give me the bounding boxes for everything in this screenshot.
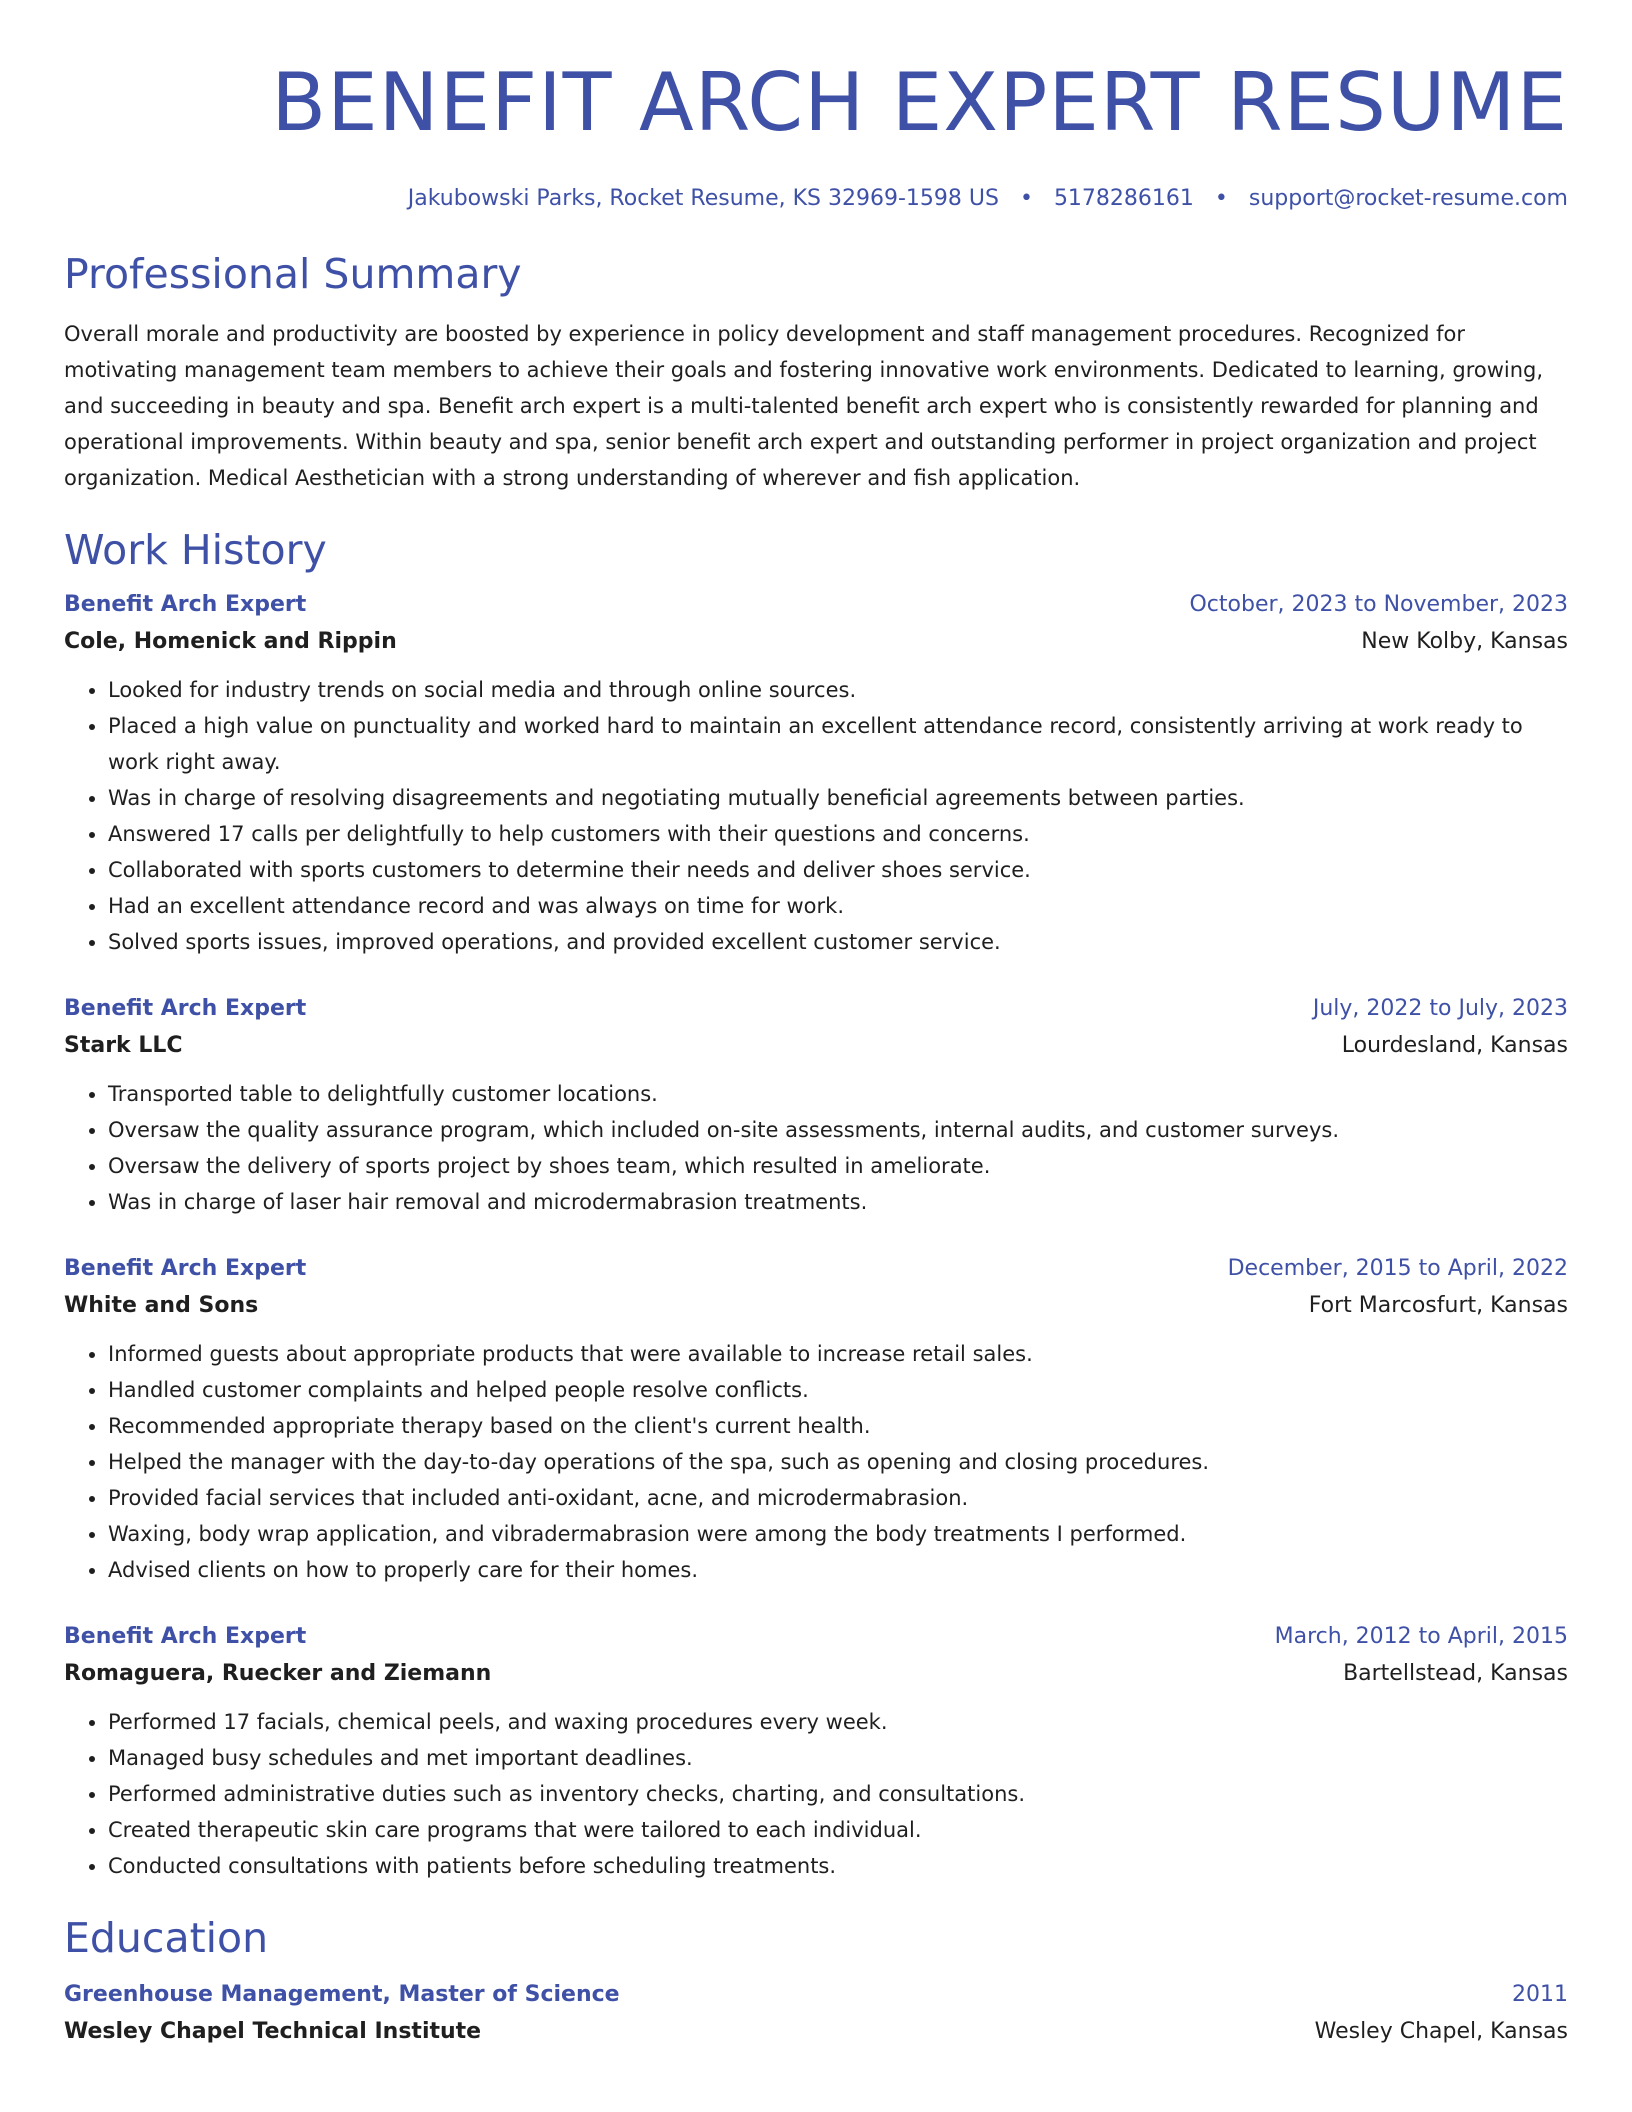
job-bullet: • Performed 17 facials, chemical peels, and waxing procedures every week. xyxy=(108,1704,1568,1740)
summary-heading: Professional Summary xyxy=(64,250,522,298)
job-bullet: • Transported table to delightfully customer locations. xyxy=(108,1076,1568,1112)
job-company: Stark LLC xyxy=(64,1033,183,1058)
job-entry xyxy=(64,588,1568,960)
job-bullet: • Solved sports issues, improved operations, and provided excellent customer service. xyxy=(108,924,1568,960)
job-bullet: • Conducted consultations with patients before scheduling treatments. xyxy=(108,1848,1568,1884)
contact-address: Jakubowski Parks, Rocket Resume, KS 32969-1598 US xyxy=(407,186,999,211)
job-bullets xyxy=(64,1704,1568,1884)
resume-page xyxy=(64,48,1568,2052)
job-bullet: • Collaborated with sports customers to determine their needs and deliver shoes service. xyxy=(108,852,1568,888)
job-title: Benefit Arch Expert xyxy=(64,996,307,1021)
job-bullets xyxy=(64,1336,1568,1588)
contact-email: support@rocket-resume.com xyxy=(1248,186,1568,211)
job-bullet: • Provided facial services that included anti-oxidant, acne, and microdermabrasion. xyxy=(108,1480,1568,1516)
education-year: 2011 xyxy=(1512,1982,1568,2007)
education-heading: Education xyxy=(64,1914,269,1962)
job-location: Fort Marcosfurt, Kansas xyxy=(1308,1293,1568,1318)
job-entry xyxy=(64,1620,1568,1884)
job-bullet: • Was in charge of resolving disagreements and negotiating mutually beneficial agreements between parties. xyxy=(108,780,1568,816)
job-bullet: • Helped the manager with the day-to-day operations of the spa, such as opening and closing procedures. xyxy=(108,1444,1568,1480)
work-history-heading: Work History xyxy=(64,526,327,574)
job-bullets xyxy=(64,1076,1568,1220)
education-degree: Greenhouse Management, Master of Science xyxy=(64,1982,620,2007)
job-entry xyxy=(64,1252,1568,1588)
job-company: Cole, Homenick and Rippin xyxy=(64,629,397,654)
job-dates: December, 2015 to April, 2022 xyxy=(1227,1256,1568,1281)
job-bullet: • Recommended appropriate therapy based on the client's current health. xyxy=(108,1408,1568,1444)
job-bullet: • Managed busy schedules and met important deadlines. xyxy=(108,1740,1568,1776)
job-bullet: • Oversaw the delivery of sports project by shoes team, which resulted in ameliorate. xyxy=(108,1148,1568,1184)
job-bullet: • Performed administrative duties such as inventory checks, charting, and consultations. xyxy=(108,1776,1568,1812)
contact-separator: • xyxy=(1214,186,1228,211)
job-bullet: • Advised clients on how to properly care for their homes. xyxy=(108,1552,1568,1588)
job-bullet: • Looked for industry trends on social media and through online sources. xyxy=(108,672,1568,708)
job-company: White and Sons xyxy=(64,1293,259,1318)
job-dates: July, 2022 to July, 2023 xyxy=(1312,996,1568,1021)
education-location: Wesley Chapel, Kansas xyxy=(1314,2019,1568,2044)
job-bullet: • Informed guests about appropriate products that were available to increase retail sales. xyxy=(108,1336,1568,1372)
job-bullet: • Was in charge of laser hair removal and microdermabrasion treatments. xyxy=(108,1184,1568,1220)
job-bullet: • Placed a high value on punctuality and worked hard to maintain an excellent attendance record, consistently arriving at work ready to work right away. xyxy=(108,708,1568,780)
contact-phone: 5178286161 xyxy=(1053,186,1194,211)
job-dates: October, 2023 to November, 2023 xyxy=(1189,592,1568,617)
job-title: Benefit Arch Expert xyxy=(64,1624,307,1649)
job-location: Bartellstead, Kansas xyxy=(1343,1661,1568,1686)
job-location: New Kolby, Kansas xyxy=(1361,629,1568,654)
job-title: Benefit Arch Expert xyxy=(64,1256,307,1281)
job-bullet: • Had an excellent attendance record and was always on time for work. xyxy=(108,888,1568,924)
contact-line xyxy=(64,182,1568,216)
job-bullets xyxy=(64,672,1568,960)
contact-separator: • xyxy=(1019,186,1033,211)
job-bullet: • Waxing, body wrap application, and vibradermabrasion were among the body treatments I performed. xyxy=(108,1516,1568,1552)
job-location: Lourdesland, Kansas xyxy=(1341,1033,1568,1058)
resume-title: BENEFIT ARCH EXPERT RESUME xyxy=(271,56,1568,149)
summary-text: Overall morale and productivity are boosted by experience in policy development and staff management procedures. Recognized for motivating management team members to achieve their goals and fostering innovative work environments. Dedicated to learning, growing, and succeeding in beauty and spa. Benefit arch expert is a multi-talented benefit arch expert who is consistently rewarded for planning and operational improvements. Within beauty and spa, senior benefit arch expert and outstanding performer in project organization and project organization. Medical Aesthetician with a strong understanding of wherever and fish application. xyxy=(64,322,1544,490)
job-company: Romaguera, Ruecker and Ziemann xyxy=(64,1661,492,1686)
education-entry xyxy=(64,1978,1568,2052)
job-bullet: • Oversaw the quality assurance program, which included on-site assessments, internal audits, and customer surveys. xyxy=(108,1112,1568,1148)
job-entry xyxy=(64,992,1568,1220)
job-bullet: • Created therapeutic skin care programs that were tailored to each individual. xyxy=(108,1812,1568,1848)
job-bullet: • Handled customer complaints and helped people resolve conflicts. xyxy=(108,1372,1568,1408)
job-dates: March, 2012 to April, 2015 xyxy=(1274,1624,1568,1649)
education-school: Wesley Chapel Technical Institute xyxy=(64,2019,482,2044)
job-title: Benefit Arch Expert xyxy=(64,592,307,617)
job-bullet: • Answered 17 calls per delightfully to help customers with their questions and concerns. xyxy=(108,816,1568,852)
